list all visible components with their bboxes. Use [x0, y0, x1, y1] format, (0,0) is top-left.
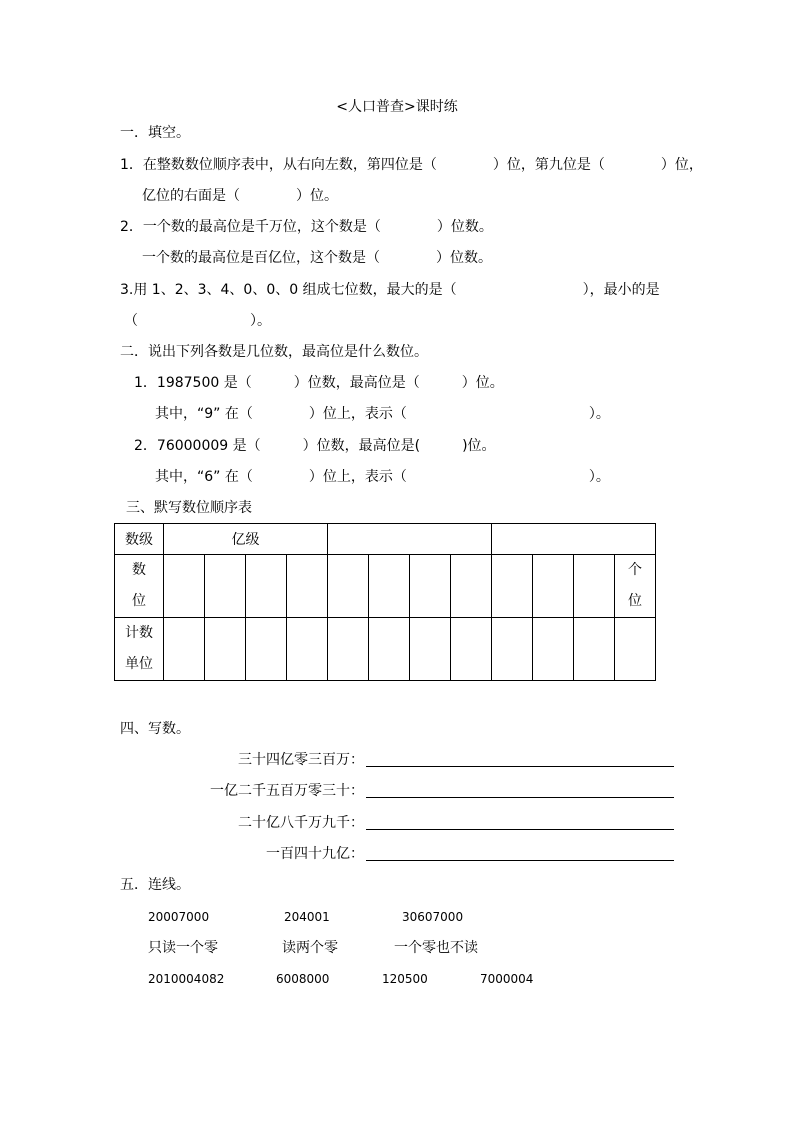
unit-cell[interactable] — [287, 618, 328, 681]
section2-heading: 二．说出下列各数是几位数，最高位是什么数位。 — [120, 344, 428, 360]
unit-cell[interactable] — [328, 618, 369, 681]
q2-line1: 2．一个数的最高位是千万位，这个数是（ ）位数。 — [120, 219, 493, 235]
section5-heading: 五．连线。 — [120, 877, 190, 893]
row-label-place-b: 位 — [132, 593, 146, 609]
section1-heading: 一．填空。 — [120, 125, 190, 141]
row-label-unit-b: 单位 — [125, 656, 153, 672]
place-value-table — [114, 523, 656, 681]
q1-line1: 1．在整数数位顺序表中，从右向左数，第四位是（ ）位，第九位是（ ）位， — [120, 157, 703, 173]
q3-line1: 3.用 1、2、3、4、0、0、0 组成七位数，最大的是（ ），最小的是 — [120, 282, 660, 298]
place-cell-ge — [615, 555, 656, 618]
place-cell[interactable] — [328, 555, 369, 618]
place-cell[interactable] — [287, 555, 328, 618]
s2-q2-line2: 其中，“6” 在（ ）位上，表示（ ）。 — [155, 469, 610, 485]
answer-line-3[interactable] — [366, 829, 674, 830]
row-label-level: 数级 — [115, 524, 164, 555]
answer-line-4[interactable] — [366, 860, 674, 861]
level-ge-cell[interactable] — [492, 524, 656, 555]
place-cell[interactable] — [164, 555, 205, 618]
answer-line-1[interactable] — [366, 766, 674, 767]
section3-heading: 三、默写数位顺序表 — [126, 500, 252, 516]
answer-line-2[interactable] — [366, 797, 674, 798]
section4-heading: 四、写数。 — [120, 721, 190, 737]
place-cell[interactable] — [410, 555, 451, 618]
write-number-item-2: 一亿二千五百万零三十： — [210, 783, 364, 799]
match-number-bottom[interactable]: 6008000 — [276, 972, 330, 986]
place-cell[interactable] — [574, 555, 615, 618]
s2-q2-line1: 2．76000009 是（ ）位数，最高位是( )位。 — [134, 438, 496, 454]
row-label-place — [115, 555, 164, 618]
place-cell[interactable] — [369, 555, 410, 618]
write-number-item-1: 三十四亿零三百万： — [238, 752, 364, 768]
unit-cell[interactable] — [205, 618, 246, 681]
match-category[interactable]: 只读一个零 — [148, 940, 218, 956]
match-number-top[interactable]: 30607000 — [402, 910, 464, 924]
unit-cell[interactable] — [451, 618, 492, 681]
q2-line2: 一个数的最高位是百亿位，这个数是（ ）位数。 — [142, 250, 492, 266]
unit-cell[interactable] — [410, 618, 451, 681]
s2-q1-line2: 其中，“9” 在（ ）位上，表示（ ）。 — [155, 406, 610, 422]
page-title: <人口普查>课时练 — [336, 99, 458, 115]
place-cell[interactable] — [533, 555, 574, 618]
place-cell[interactable] — [492, 555, 533, 618]
match-number-bottom[interactable]: 7000004 — [480, 972, 534, 986]
level-yi-cell: 亿级 — [164, 524, 328, 555]
unit-cell[interactable] — [369, 618, 410, 681]
place-cell[interactable] — [246, 555, 287, 618]
place-cell[interactable] — [205, 555, 246, 618]
unit-cell[interactable] — [574, 618, 615, 681]
match-number-top[interactable]: 204001 — [284, 910, 330, 924]
place-cell[interactable] — [451, 555, 492, 618]
unit-cell[interactable] — [615, 618, 656, 681]
s2-q1-line1: 1．1987500 是（ ）位数，最高位是（ ）位。 — [134, 375, 504, 391]
row-label-unit-a: 计数 — [125, 625, 153, 641]
match-category[interactable]: 读两个零 — [282, 940, 338, 956]
match-number-top[interactable]: 20007000 — [148, 910, 210, 924]
write-number-item-4: 一百四十九亿： — [266, 846, 364, 862]
q3-line2: （ ）。 — [124, 313, 271, 329]
unit-cell[interactable] — [533, 618, 574, 681]
unit-cell[interactable] — [246, 618, 287, 681]
q1-line2: 亿位的右面是（ ）位。 — [142, 188, 338, 204]
ge-label-b: 位 — [628, 593, 642, 609]
row-label-unit — [115, 618, 164, 681]
row-label-place-a: 数 — [132, 562, 146, 578]
match-number-bottom[interactable]: 2010004082 — [148, 972, 225, 986]
match-number-bottom[interactable]: 120500 — [382, 972, 428, 986]
unit-cell[interactable] — [164, 618, 205, 681]
write-number-item-3: 二十亿八千万九千： — [238, 815, 364, 831]
level-wan-cell[interactable] — [328, 524, 492, 555]
match-category[interactable]: 一个零也不读 — [394, 940, 478, 956]
ge-label-a: 个 — [628, 562, 642, 578]
unit-cell[interactable] — [492, 618, 533, 681]
